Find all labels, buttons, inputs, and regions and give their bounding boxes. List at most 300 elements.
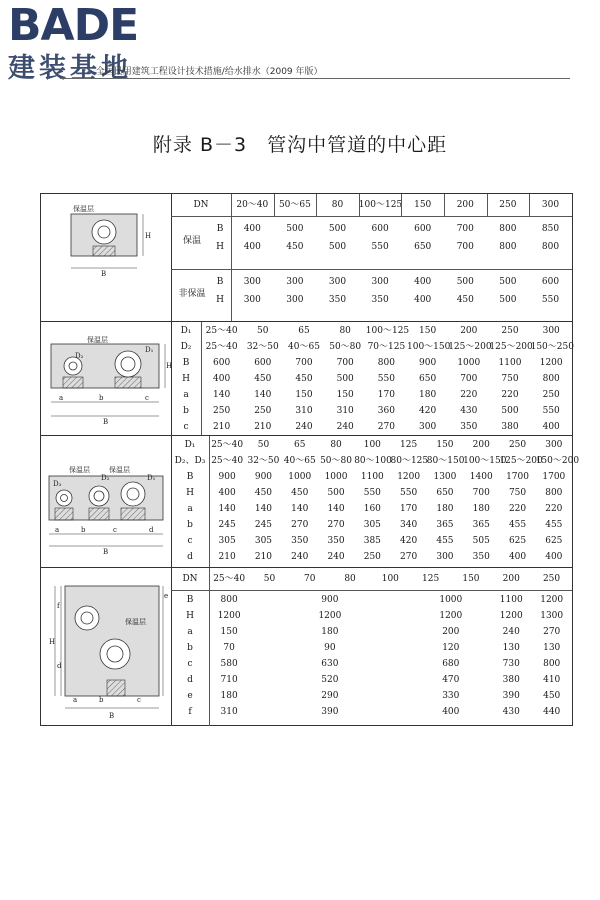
dn-value: 100 xyxy=(381,574,399,584)
table-cell: 80～100 xyxy=(354,456,392,466)
table-cell: 800 xyxy=(545,488,563,498)
dn-value: 250 xyxy=(499,200,517,210)
table-cell: 240 xyxy=(295,422,313,432)
table-cell: 900 xyxy=(254,472,273,482)
table-cell: 32～50 xyxy=(247,456,280,466)
dn-header: DN xyxy=(193,200,209,210)
table-cell: 350 xyxy=(328,295,347,305)
table-cell: 600 xyxy=(541,277,560,287)
grid-line xyxy=(274,194,275,216)
table-cell: 550 xyxy=(363,488,381,498)
table-cell: 250 xyxy=(213,406,231,416)
table-cell: 1700 xyxy=(506,472,529,482)
dim-f: f xyxy=(57,602,60,610)
dn-value: 50～65 xyxy=(278,200,311,210)
table-cell: 25～40 xyxy=(205,342,238,352)
table-cell: 300 xyxy=(286,295,304,305)
table-cell: 220 xyxy=(545,504,563,514)
row-label: B xyxy=(182,358,190,368)
table-cell: 245 xyxy=(218,520,236,530)
table-cell: 450 xyxy=(456,295,474,305)
brand-logo-chinese: 建装基地 xyxy=(8,53,132,84)
table-cell: 700 xyxy=(456,242,474,252)
table-cell: 305 xyxy=(254,536,273,546)
grid-line xyxy=(529,194,530,216)
dim-c: c xyxy=(113,526,117,534)
table-cell: 420 xyxy=(419,406,437,416)
dim-H: H xyxy=(145,232,152,240)
group-label: 保温 xyxy=(182,236,201,246)
table-cell: 800 xyxy=(220,595,238,605)
figure-single-pipe xyxy=(41,194,172,321)
table-cell: 300 xyxy=(545,440,563,450)
row-label: H xyxy=(216,242,224,252)
row-label: B xyxy=(186,595,194,605)
row-label: a xyxy=(187,627,193,637)
table-cell: 450 xyxy=(254,374,272,384)
table-cell: 800 xyxy=(499,224,517,234)
table-cell: 350 xyxy=(460,422,478,432)
table-cell: 270 xyxy=(291,520,309,530)
table-cell: 390 xyxy=(502,691,520,701)
dn-value: 80 xyxy=(331,200,344,210)
table-cell: 600 xyxy=(414,224,432,234)
dim-a: a xyxy=(59,394,64,402)
table-cell: 245 xyxy=(254,520,273,530)
dim-B: B xyxy=(101,270,107,278)
table-cell: 470 xyxy=(442,675,460,685)
table-cell: 270 xyxy=(327,520,345,530)
table-cell: 50 xyxy=(257,326,269,336)
table-cell: 500 xyxy=(499,277,517,287)
row-label: H xyxy=(186,488,194,498)
table-cell: 300 xyxy=(286,277,304,287)
table-cell: 1200 xyxy=(397,472,421,482)
table-cell: 380 xyxy=(501,422,519,432)
table-cell: 125～200 xyxy=(448,342,492,352)
table-cell: 800 xyxy=(541,242,560,252)
table-cell: 600 xyxy=(213,358,231,368)
table-cell: 600 xyxy=(371,224,389,234)
table-cell: 210 xyxy=(213,422,231,432)
table-cell: 1200 xyxy=(539,358,563,368)
table-cell: 200 xyxy=(460,326,478,336)
table-cell: 150 xyxy=(336,390,354,400)
table-cell: 800 xyxy=(377,358,395,368)
table-cell: 350 xyxy=(472,552,490,562)
table-cell: 250 xyxy=(254,406,272,416)
table-cell: 550 xyxy=(377,374,395,384)
table-cell: 300 xyxy=(243,277,261,287)
table-cell: 1100 xyxy=(498,358,522,368)
table-cell: 305 xyxy=(363,520,381,530)
table-cell: 150～200 xyxy=(535,456,580,466)
table-cell: 550 xyxy=(541,295,560,305)
table-cell: 1200 xyxy=(439,611,463,621)
table-cell: 300 xyxy=(371,277,389,287)
table-cell: 25～40 xyxy=(205,326,238,336)
dim-a: a xyxy=(55,526,60,534)
table-cell: 450 xyxy=(295,374,313,384)
table-cell: 900 xyxy=(218,472,236,482)
table-cell: 40～65 xyxy=(288,342,320,352)
section-stacked-pipes xyxy=(41,567,572,726)
dn-value: 150 xyxy=(414,200,432,210)
table-cell: 1000 xyxy=(324,472,348,482)
dim-B: B xyxy=(103,548,109,556)
table-cell: 710 xyxy=(220,675,238,685)
table-cell: 70 xyxy=(223,643,235,653)
table-cell: 400 xyxy=(414,277,432,287)
table-cell: 650 xyxy=(414,242,432,252)
table-cell: 200 xyxy=(472,440,490,450)
table-cell: 430 xyxy=(460,406,478,416)
table-cell: 160 xyxy=(363,504,381,514)
table-cell: 700 xyxy=(460,374,478,384)
table-cell: 650 xyxy=(419,374,437,384)
table-cell: 250 xyxy=(542,390,560,400)
table-cell: 100～150 xyxy=(463,456,507,466)
insulation-label-right: 保温层 xyxy=(109,466,130,474)
stacked-pipe-diagram xyxy=(41,568,171,726)
table-cell: 550 xyxy=(542,406,560,416)
running-header: · 全国民用建筑工程设计技术措施/给水排水（2009 年版） xyxy=(90,67,323,77)
table-cell: 650 xyxy=(436,488,454,498)
dim-c: c xyxy=(145,394,149,402)
dim-d: d xyxy=(149,526,154,534)
table-cell: 65 xyxy=(294,440,306,450)
table-cell: 380 xyxy=(502,675,520,685)
dim-a: a xyxy=(73,696,78,704)
table-cell: 500 xyxy=(328,242,347,252)
dn-header: DN xyxy=(182,574,198,584)
label-D2: D₂ xyxy=(75,352,84,360)
table-cell: 120 xyxy=(442,643,460,653)
dim-c: c xyxy=(137,696,141,704)
table-cell: 430 xyxy=(502,707,520,717)
row-label: c xyxy=(183,422,189,432)
table-cell: 50 xyxy=(257,440,270,450)
table-cell: 180 xyxy=(436,504,454,514)
table-cell: 210 xyxy=(254,422,272,432)
spacing-table xyxy=(40,193,580,726)
table-cell: 400 xyxy=(414,295,432,305)
table-cell: 220 xyxy=(460,390,478,400)
table-cell: 270 xyxy=(400,552,418,562)
grid-line xyxy=(171,269,572,270)
table-cell: 385 xyxy=(363,536,381,546)
table-cell: 170 xyxy=(400,504,418,514)
table-cell: 170 xyxy=(377,390,395,400)
table-cell: 305 xyxy=(218,536,236,546)
insulation-label-left: 保温层 xyxy=(69,466,90,474)
table-cell: 240 xyxy=(502,627,520,637)
grid-line xyxy=(171,590,572,591)
row-label: a xyxy=(187,504,193,514)
table-cell: 455 xyxy=(436,536,454,546)
row-label: B xyxy=(216,224,224,234)
grid-line xyxy=(401,194,402,216)
dim-H: H xyxy=(49,638,56,646)
table-cell: 400 xyxy=(213,374,231,384)
dn-value: 125 xyxy=(422,574,440,584)
row-label: b xyxy=(187,643,193,653)
dn-value: 20～40 xyxy=(236,200,269,210)
table-cell: 365 xyxy=(472,520,490,530)
table-cell: 455 xyxy=(545,520,563,530)
table-cell: 220 xyxy=(501,390,519,400)
table-cell: 400 xyxy=(508,552,527,562)
row-label: B xyxy=(186,472,194,482)
table-cell: 440 xyxy=(543,707,561,717)
row-label: H xyxy=(186,611,194,621)
table-cell: 900 xyxy=(419,358,437,368)
table-cell: 450 xyxy=(543,691,561,701)
table-cell: 100 xyxy=(363,440,381,450)
table-cell: 1300 xyxy=(433,472,457,482)
table-cell: 70～125 xyxy=(367,342,406,352)
row-label: c xyxy=(187,659,193,669)
section-two-pipes xyxy=(41,321,572,436)
table-cell: 180 xyxy=(220,691,238,701)
table-cell: 100～125 xyxy=(365,326,410,336)
table-cell: 700 xyxy=(456,224,474,234)
table-cell: 505 xyxy=(472,536,490,546)
figure-three-pipes xyxy=(41,436,172,568)
dim-b: b xyxy=(99,696,104,704)
table-cell: 400 xyxy=(542,422,560,432)
table-cell: 210 xyxy=(254,552,273,562)
table-cell: 500 xyxy=(328,224,347,234)
row-label: D₁ xyxy=(180,326,192,336)
section-three-pipes xyxy=(41,435,580,568)
dim-e: e xyxy=(164,592,169,600)
table-cell: 420 xyxy=(400,536,418,546)
dim-B: B xyxy=(103,418,109,426)
table-cell: 130 xyxy=(502,643,520,653)
figure-two-pipes xyxy=(41,322,172,436)
row-label: H xyxy=(216,295,224,305)
label-D3: D₃ xyxy=(53,480,62,488)
table-cell: 290 xyxy=(321,691,339,701)
table-cell: 100～150 xyxy=(407,342,451,352)
table-cell: 80 xyxy=(339,326,351,336)
table-cell: 140 xyxy=(327,504,345,514)
table-cell: 240 xyxy=(327,552,345,562)
table-cell: 1000 xyxy=(439,595,463,605)
table-cell: 200 xyxy=(442,627,460,637)
table-cell: 1000 xyxy=(288,472,312,482)
three-pipe-diagram xyxy=(41,436,171,568)
table-cell: 130 xyxy=(543,643,561,653)
table-cell: 240 xyxy=(291,552,309,562)
table-cell: 330 xyxy=(442,691,460,701)
table-cell: 310 xyxy=(220,707,238,717)
dim-B: B xyxy=(109,712,115,720)
table-cell: 50～80 xyxy=(320,456,352,466)
table-cell: 240 xyxy=(336,422,354,432)
table-cell: 350 xyxy=(327,536,345,546)
table-cell: 680 xyxy=(442,659,460,669)
table-cell: 410 xyxy=(543,675,561,685)
table-cell: 450 xyxy=(291,488,309,498)
table-cell: 500 xyxy=(327,488,345,498)
row-label: D₂、D₃ xyxy=(174,456,206,466)
insulation-label: 保温层 xyxy=(125,618,146,626)
row-label: e xyxy=(187,691,193,701)
table-cell: 270 xyxy=(377,422,395,432)
dn-value: 200 xyxy=(502,574,520,584)
row-label: D₁ xyxy=(184,440,196,450)
table-cell: 1000 xyxy=(457,358,481,368)
row-label: a xyxy=(183,390,189,400)
table-cell: 1100 xyxy=(499,595,523,605)
grid-line xyxy=(359,194,360,216)
table-cell: 125 xyxy=(400,440,418,450)
table-cell: 450 xyxy=(254,488,273,498)
single-pipe-diagram xyxy=(41,194,171,321)
brand-logo: BADE xyxy=(8,0,139,51)
table-cell: 700 xyxy=(295,358,313,368)
table-cell: 25～40 xyxy=(211,440,244,450)
dn-value: 100～125 xyxy=(358,200,403,210)
table-cell: 32～50 xyxy=(246,342,279,352)
table-cell: 310 xyxy=(336,406,354,416)
table-cell: 300 xyxy=(328,277,347,287)
table-cell: 310 xyxy=(295,406,313,416)
table-cell: 50～80 xyxy=(329,342,362,352)
label-D2: D₂ xyxy=(101,474,110,482)
table-cell: 800 xyxy=(499,242,517,252)
dim-b: b xyxy=(81,526,86,534)
dn-value: 150 xyxy=(462,574,480,584)
dn-value: 25～40 xyxy=(213,574,246,584)
table-cell: 150 xyxy=(220,627,238,637)
table-cell: 80 xyxy=(330,440,342,450)
table-cell: 180 xyxy=(321,627,339,637)
table-cell: 450 xyxy=(286,242,304,252)
table-cell: 360 xyxy=(377,406,395,416)
table-cell: 220 xyxy=(508,504,527,514)
row-label: b xyxy=(183,406,189,416)
table-cell: 520 xyxy=(321,675,339,685)
table-cell: 1200 xyxy=(499,611,523,621)
table-cell: 350 xyxy=(291,536,309,546)
row-label: d xyxy=(187,552,193,562)
table-cell: 500 xyxy=(286,224,304,234)
table-cell: 630 xyxy=(321,659,339,669)
table-cell: 40～65 xyxy=(283,456,316,466)
row-label: H xyxy=(182,374,190,384)
table-cell: 140 xyxy=(254,390,272,400)
table-cell: 90 xyxy=(324,643,336,653)
two-pipe-diagram xyxy=(41,322,171,436)
table-cell: 500 xyxy=(336,374,354,384)
table-cell: 300 xyxy=(243,295,261,305)
table-cell: 210 xyxy=(218,552,236,562)
insulation-label: 保温层 xyxy=(87,336,108,344)
group-label: 非保温 xyxy=(178,289,206,299)
table-cell: 1400 xyxy=(469,472,493,482)
table-cell: 365 xyxy=(436,520,454,530)
dn-value: 250 xyxy=(542,574,561,584)
table-cell: 300 xyxy=(542,326,560,336)
table-cell: 625 xyxy=(508,536,527,546)
table-cell: 850 xyxy=(541,224,560,234)
table-cell: 900 xyxy=(321,595,339,605)
table-cell: 1200 xyxy=(540,595,564,605)
table-cell: 400 xyxy=(218,488,236,498)
table-cell: 400 xyxy=(243,242,261,252)
grid-line xyxy=(487,194,488,216)
table-cell: 140 xyxy=(218,504,236,514)
table-cell: 550 xyxy=(371,242,389,252)
header-rule xyxy=(60,78,570,79)
dn-value: 80 xyxy=(344,574,356,584)
table-cell: 750 xyxy=(501,374,519,384)
table-cell: 150 xyxy=(436,440,454,450)
table-cell: 150 xyxy=(295,390,313,400)
table-cell: 500 xyxy=(501,406,519,416)
dim-d: d xyxy=(57,662,62,670)
row-label: d xyxy=(187,675,193,685)
table-cell: 250 xyxy=(501,326,519,336)
table-cell: 140 xyxy=(213,390,231,400)
table-cell: 700 xyxy=(336,358,354,368)
grid-line xyxy=(316,194,317,216)
table-cell: 800 xyxy=(542,374,560,384)
dim-b: b xyxy=(99,394,104,402)
table-cell: 300 xyxy=(419,422,437,432)
section-single-pipe xyxy=(41,194,572,321)
table-cell: 340 xyxy=(400,520,418,530)
table-cell: 65 xyxy=(298,326,310,336)
table-cell: 625 xyxy=(545,536,563,546)
row-label: f xyxy=(188,707,192,717)
table-cell: 150 xyxy=(419,326,437,336)
table-cell: 80～150 xyxy=(426,456,465,466)
table-cell: 600 xyxy=(254,358,272,368)
table-cell: 1200 xyxy=(217,611,241,621)
dim-H: H xyxy=(166,362,173,370)
figure-stacked-pipes xyxy=(41,568,172,726)
table-cell: 150～250 xyxy=(530,342,574,352)
table-cell: 270 xyxy=(543,627,561,637)
page-title: 附录 B－3 管沟中管道的中心距 xyxy=(152,134,448,156)
table-cell: 180 xyxy=(472,504,490,514)
row-label: b xyxy=(187,520,193,530)
dn-value: 70 xyxy=(304,574,316,584)
insulation-label: 保温层 xyxy=(73,205,94,213)
table-cell: 250 xyxy=(363,552,381,562)
table-cell: 550 xyxy=(400,488,418,498)
table-cell: 500 xyxy=(456,277,474,287)
table-cell: 400 xyxy=(442,707,460,717)
table-cell: 580 xyxy=(220,659,238,669)
table-cell: 300 xyxy=(436,552,454,562)
grid-line xyxy=(444,194,445,216)
table-cell: 140 xyxy=(291,504,309,514)
row-label: D₂ xyxy=(180,342,192,352)
dn-value: 300 xyxy=(541,200,560,210)
table-cell: 400 xyxy=(243,224,261,234)
label-D1: D₁ xyxy=(147,474,156,482)
table-cell: 400 xyxy=(545,552,563,562)
table-cell: 125～200 xyxy=(499,456,543,466)
label-D1: D₁ xyxy=(145,346,154,354)
dn-value: 200 xyxy=(456,200,474,210)
dn-value: 50 xyxy=(263,574,276,584)
